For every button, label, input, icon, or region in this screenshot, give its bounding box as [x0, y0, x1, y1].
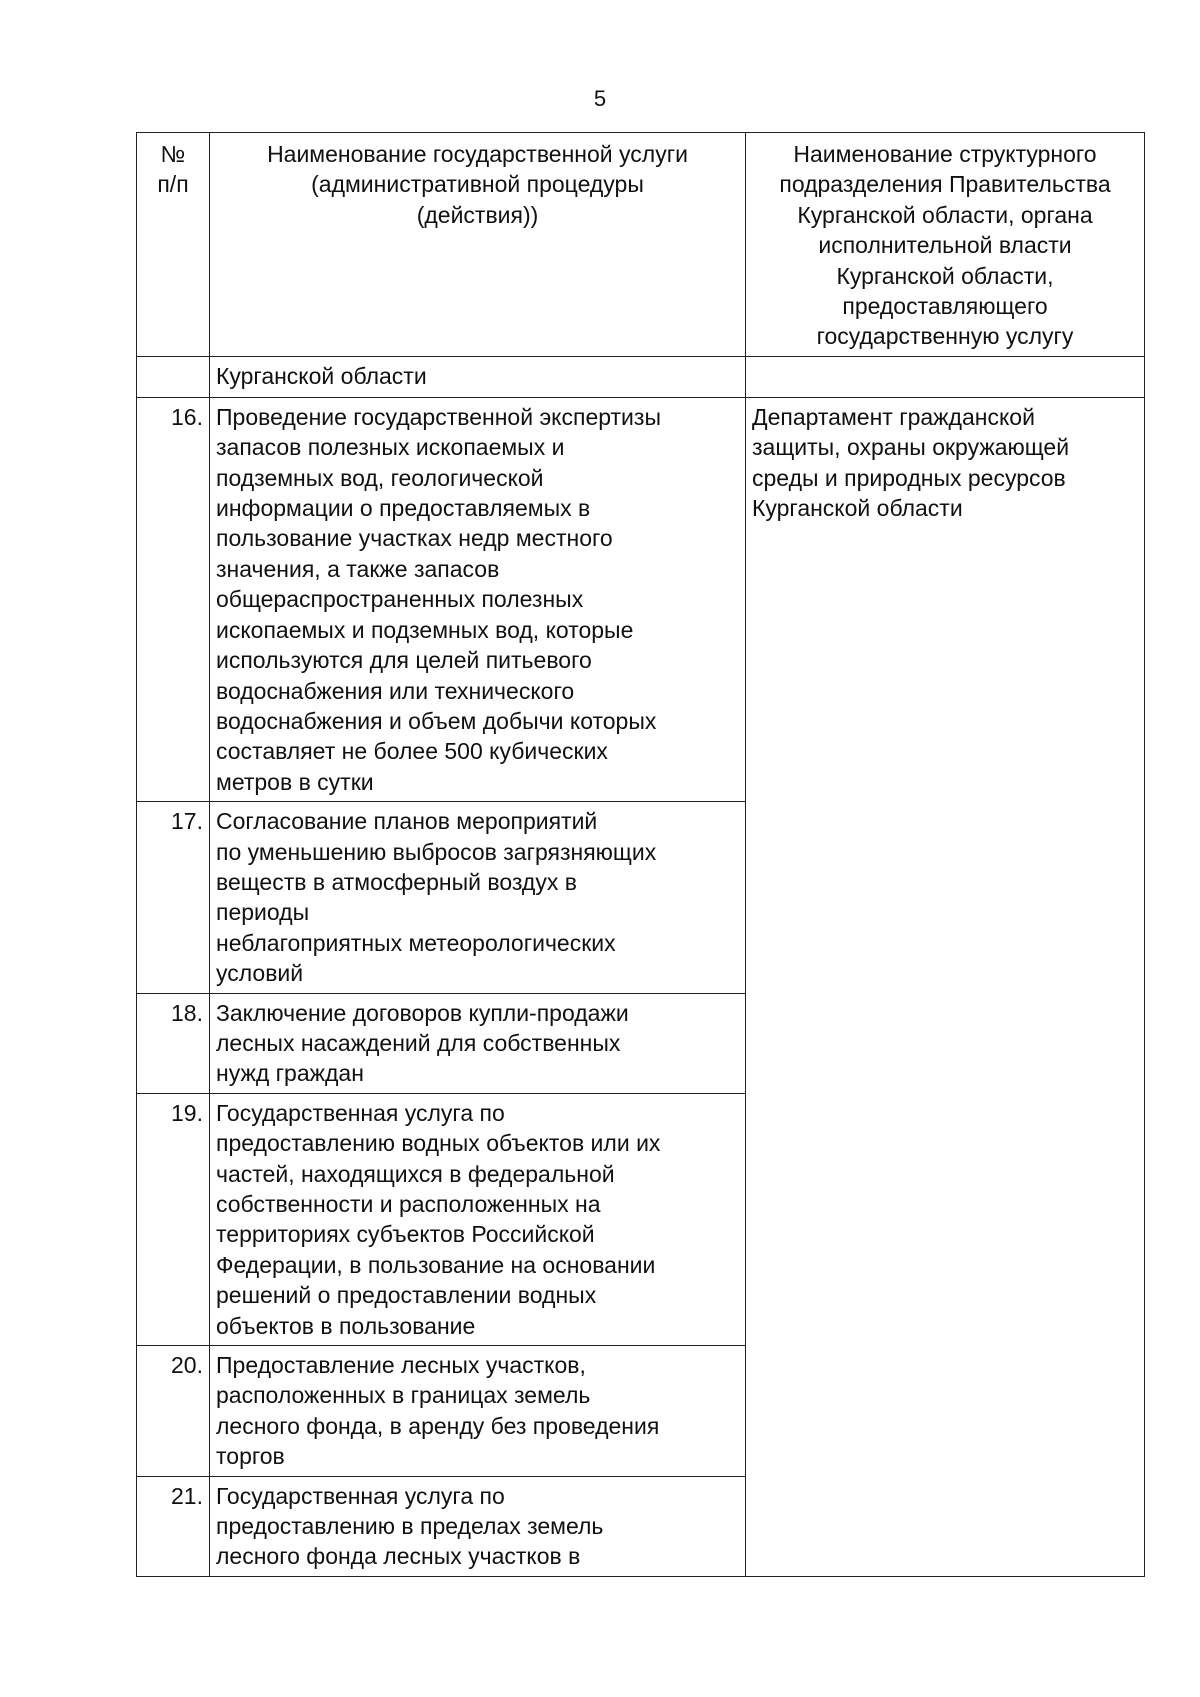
- row-service-name: Курганской области: [210, 356, 746, 397]
- row-num: 18.: [137, 993, 210, 1093]
- header-service-name: [210, 133, 746, 357]
- row-service-name: Проведение государственной экспертизы запасов полезных ископаемых и подземных вод, геологической информации о предоставляемых в пользование участках недр местного значения, а также запасов общераспространенных полезных ископаемых и подземных вод, которые используются для целей питьевого водоснабжения или технического водоснабжения и объем добычи которых составляет не более 500 кубических метров в сутки: [210, 397, 746, 801]
- header-organization: [746, 133, 1145, 357]
- row-service-name: Заключение договоров купли-продажи лесных насаждений для собственных нужд граждан: [210, 993, 746, 1093]
- page-number: 5: [593, 86, 607, 111]
- table-row: [137, 397, 1145, 801]
- services-table: [136, 132, 1145, 1577]
- row-service-name: Предоставление лесных участков, расположенных в границах земель лесного фонда, в аренду без проведения торгов: [210, 1346, 746, 1477]
- department-name: Департамент гражданской защиты, охраны окружающей среды и природных ресурсов Курганской области: [752, 403, 1070, 522]
- row-num: 19.: [137, 1093, 210, 1345]
- header-num-text: № п/п: [157, 141, 189, 198]
- row-num: 20.: [137, 1346, 210, 1477]
- row-service-name: Государственная услуга по предоставлению в пределах земель лесного фонда лесных участков в: [210, 1476, 746, 1576]
- row-num: 21.: [137, 1476, 210, 1576]
- header-num: [137, 133, 210, 357]
- row-organization: [746, 356, 1145, 397]
- table-row-continuation: [137, 356, 1145, 397]
- header-service-name-text: Наименование государственной услуги (административной процедуры (действия)): [267, 141, 688, 228]
- row-service-name: Государственная услуга по предоставлению водных объектов или их частей, находящихся в федеральной собственности и расположенных на территориях субъектов Российской Федерации, в пользование на основании решений о предоставлении водных объектов в пользование: [210, 1093, 746, 1345]
- department-cell: [746, 397, 1145, 1576]
- row-service-name: Согласование планов мероприятий по уменьшению выбросов загрязняющих веществ в атмосферный воздух в периоды неблагоприятных метеорологических условий: [210, 802, 746, 993]
- table-header-row: [137, 133, 1145, 357]
- header-organization-text: Наименование структурного подразделения Правительства Курганской области, органа исполнительной власти Курганской области, предоставляющего государственную услугу: [779, 141, 1111, 350]
- row-num: 16.: [137, 397, 210, 801]
- row-num: [137, 356, 210, 397]
- row-num: 17.: [137, 802, 210, 993]
